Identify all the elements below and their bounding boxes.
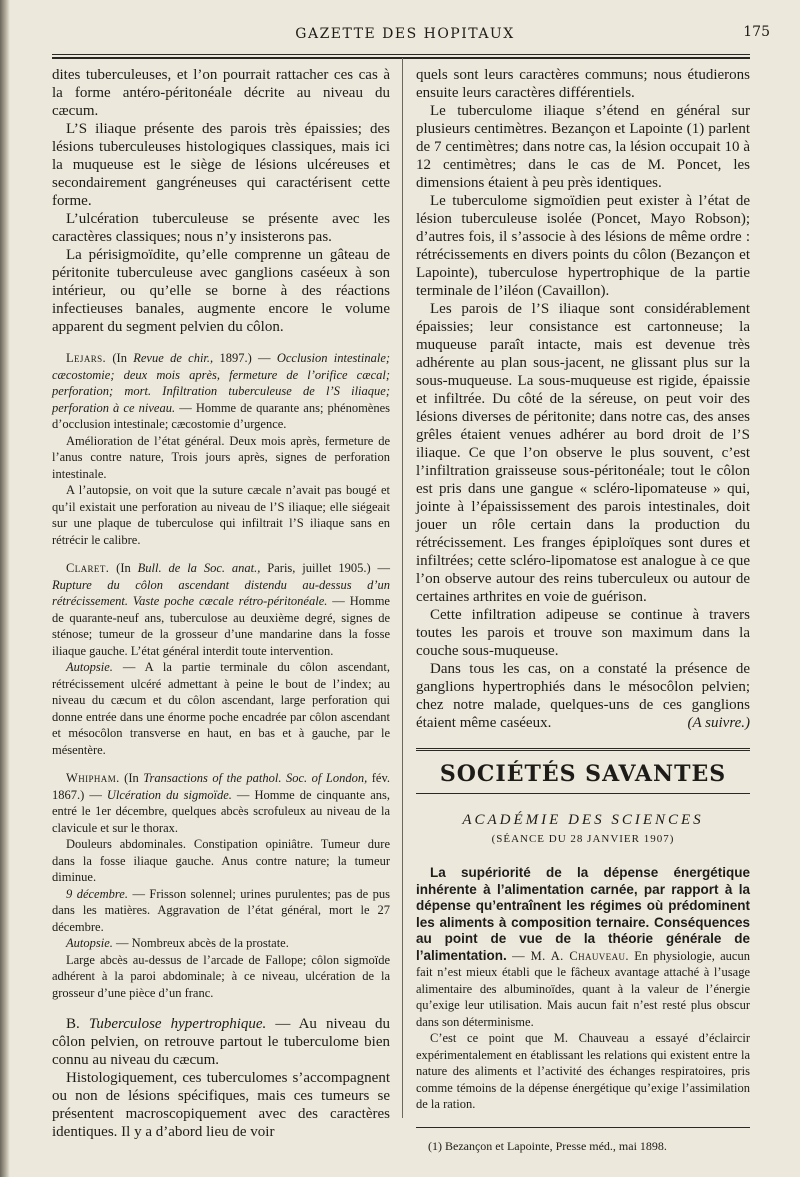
- paragraph: Douleurs abdominales. Constipation opiniâtre. Tumeur dure dans la fosse iliaque gauche. Anus contre nature; la tumeur diminue.: [52, 837, 390, 884]
- page-spine-shadow: [0, 0, 10, 1177]
- paragraph: Amélioration de l’état général. Deux mois après, fermeture de l’anus contre nature, Trois jours après, signes de perforation intestinale.: [52, 433, 390, 481]
- paragraph: Histologiquement, ces tuberculomes s’accompagnent ou non de lésions spécifiques, mais ces tumeurs se présentent macroscopiquement avec des caractères identiques. Il y a d’abord lieu de voir: [52, 1070, 390, 1140]
- journal-title: Transactions of the pathol. Soc. of London,: [143, 771, 368, 785]
- paragraph: La périsigmoïdite, qu’elle comprenne un gâteau de péritonite tuberculeuse avec ganglions caséeux à son intérieur, ou qu’elle se borne à des réactions infectieuses banales, augmente encore le volume apparent du segment pelvien du côlon.: [52, 247, 390, 335]
- paragraph: dites tuberculeuses, et l’on pourrait rattacher ces cas à la forme antéro-péritonéale décrite au niveau du cæcum.: [52, 67, 390, 119]
- column-divider: [402, 58, 403, 1118]
- header-rule: [52, 54, 750, 55]
- case-lejars: Lejars. (In Revue de chir., 1897.) — Occlusion intestinale; cæcostomie; deux mois après, fermeture de l’orifice cæcal; perforation; mort. Infiltration tuberculeuse de l’S iliaque; perforation à ce niveau. — Homme de quarante ans; phénomènes d’occlusion intestinale; cæcostomie d’urgence.: [52, 351, 391, 431]
- page-number: 175: [743, 24, 770, 40]
- section-b-title: Tuberculose hypertrophique.: [88, 1016, 267, 1032]
- author-name: Claret.: [66, 561, 110, 575]
- paragraph: Le tuberculome iliaque s’étend en général sur plusieurs centimètres. Bezançon et Lapointe (1) parlent de 7 centimètres; dans notre cas, la lésion occupait 10 à 12 centimètres; dans le cas de M. Poncet, les dimensions étaient à peu près identiques.: [416, 103, 750, 191]
- journal-title: Bull. de la Soc. anat.,: [137, 561, 261, 575]
- author-name: Lejars.: [66, 351, 107, 365]
- section-rule: [416, 793, 750, 794]
- right-column: [416, 66, 750, 1154]
- paragraph: 9 décembre. — Frisson solennel; urines purulentes; pas de pus dans les matières. Aggravation de l’état général, mort le 27 décembre.: [52, 886, 391, 934]
- paragraph: Autopsie. — A la partie terminale du côlon ascendant, rétrécissement ulcéré admettant à peine le bout de l’index; au niveau du cæcum et du côlon ascendant, large perforation qui donne entrée dans une énorme poche encadrée par côlon ascendant et mésocôlon transverse en haut, en bas et à gauche, par le mésentère.: [52, 660, 390, 757]
- author-name: Whipham.: [66, 771, 120, 785]
- author-name: — M. A. Chauveau.: [512, 948, 629, 963]
- paragraph: Cette infiltration adipeuse se continue à travers toutes les parois et trouve son maximum dans la couche sous-muqueuse.: [416, 607, 750, 659]
- paragraph: Autopsie. — Nombreux abcès de la prostate.: [66, 936, 289, 950]
- case-whipham: Whipham. (In Transactions of the pathol. Soc. of London, fév. 1867.) — Ulcération du sigmoïde. — Homme de cinquante ans, entré le 1er décembre, quelques abcès scrofuleux au niveau de la clavicule et sur le thorax.: [52, 771, 391, 835]
- header-rule-double: [52, 57, 750, 59]
- paragraph: L’S iliaque présente des parois très épaissies; des lésions tuberculeuses histologiques classiques, mais ici la muqueuse est le siège de lésions ulcéreuses et secondairement gangréneuses qui caractérisent cette forme.: [52, 121, 390, 209]
- paragraph: Large abcès au-dessus de l’arcade de Fallope; côlon sigmoïde adhérent à la paroi abdominale; à ce niveau, ulcération de la grosseur d’une pièce d’un franc.: [52, 952, 390, 1000]
- case-title: Ulcération du sigmoïde.: [106, 787, 232, 802]
- page-header: [40, 24, 770, 46]
- paragraph: Dans tous les cas, on a constaté la présence de ganglions hypertrophiés dans le mésocôlon pelvien; chez notre malade, quelques-uns de ces ganglions étaient même caséeux. (A suivre.): [416, 661, 750, 731]
- report-title: La supériorité de la dépense énergétique inhérente à l’alimentation carnée, par rapport à la dépense qu’entraînent les régimes où prédominent les aliments à composition ternaire. Conséquences au point de vue de la théorie générale de l’alimentation.: [416, 865, 750, 963]
- case-title: Occlusion intestinale; cæcostomie; deux mois après, fermeture de l’orifice cæcal; perforation; mort. Infiltration tuberculeuse de l’S iliaque; perforation à ce niveau.: [52, 351, 391, 415]
- footnote-rule: [416, 1127, 750, 1128]
- paragraph: Les parois de l’S iliaque sont considérablement épaissies; leur consistance est cartonneuse; la muqueuse paraît intacte, mais est devenue très adhérente au plan sous-jacent, ne glissant plus sur la sous-muqueuse. La sous-muqueuse est rigide, épaissie et infiltrée. Du côté de la séreuse, on peut voir des lésions diverses de péritonite; dans notre cas, des anses grêles étaient venues adhérer au bord droit de l’S iliaque. Ce que l’on observe le plus souvent, c’est l’infiltration graisseuse sous-péritonéale; tout le côlon est pris dans une gangue « scléro-lipomateuse » qui, jointe à l’épaississement des parois intestinales, doit jouer un rôle certain dans la production du rétrécissement. Les franges épiploïques sont dures et infiltrées; cette scléro-lipomatose est analogue à ce que l’on observe autour des reins tuberculeux ou autour de certaines arthrites en voie de guérison.: [416, 301, 750, 605]
- paragraph: quels sont leurs caractères communs; nous étudierons ensuite leurs caractères différentiels.: [416, 67, 750, 101]
- case-title: Rupture du côlon ascendant distendu au-dessus d’un rétrécissement. Vaste poche cæcale rétro-péritonéale.: [52, 577, 390, 608]
- running-title: GAZETTE DES HOPITAUX: [295, 26, 515, 42]
- paragraph: L’ulcération tuberculeuse se présente avec les caractères classiques; nous n’y insisterons pas.: [52, 211, 390, 245]
- to-be-continued: (A suivre.): [687, 715, 750, 731]
- academy-report: La supériorité de la dépense énergétique inhérente à l’alimentation carnée, par rapport à la dépense qu’entraînent les régimes où prédominent les aliments à composition ternaire. Conséquences au point de vue de la théorie générale de l’alimentation. — M. A. Chauveau. En physiologie, aucun fait n’est mieux établi que le fâcheux avantage attaché à l’usage alimentaire des albuminoïdes, quant à la valeur de l’énergie qu’exige leur utilisation. Mais aucun fait n’est resté plus obscur dans son déterminisme.: [416, 865, 750, 1029]
- section-title: SOCIÉTÉS SAVANTES: [439, 761, 727, 787]
- journal-title: Revue de chir.,: [133, 351, 214, 365]
- case-claret: Claret. (In Bull. de la Soc. anat., Paris, juillet 1905.) — Rupture du côlon ascendant distendu au-dessus d’un rétrécissement. Vaste poche cæcale rétro-péritonéale. — Homme de quarante-neuf ans, tuberculose au deuxième degré, signes de sténose; tumeur de la grosseur d’une mandarine dans la fosse iliaque gauche. L’état général interdit toute intervention.: [52, 561, 391, 658]
- sub-title: ACADÉMIE DES SCIENCES: [462, 812, 704, 828]
- paragraph: A l’autopsie, on voit que la suture cæcale n’avait pas bougé et qu’il existait une perforation au niveau de l’S iliaque; elle siégeait sur une plaque de tuberculose qui infiltrait l’S iliaque sans en rétrécir le calibre.: [52, 483, 390, 547]
- footnote: (1) Bezançon et Lapointe, Presse méd., mai 1898.: [428, 1138, 667, 1153]
- paragraph: C’est ce point que M. Chauveau a essayé d’éclaircir expérimentalement en établissant les relations qui existent entre la nature des aliments et l’activité des échanges respiratoires, pris comme témoins de la dépense énergétique qu’exige l’assimilation de la ration.: [416, 1031, 750, 1111]
- session-date: (SÉANCE DU 28 JANVIER 1907): [491, 833, 675, 845]
- section-rule: [416, 748, 750, 751]
- left-column: [52, 66, 390, 1141]
- paragraph: Le tuberculome sigmoïdien peut exister à l’état de lésion tuberculeuse isolée (Poncet, Mayo Robson); d’autres fois, il s’associe à des lésions de même ordre : rétrécissements en divers points du côlon (Bezançon et Lapointe), tuberculose hypertrophique de la partie terminale de l’iléon (Cavaillon).: [416, 193, 750, 299]
- section-b: B. Tuberculose hypertrophique. — Au niveau du côlon pelvien, on retrouve partout le tuberculome bien connu au niveau du cæcum.: [52, 1016, 390, 1068]
